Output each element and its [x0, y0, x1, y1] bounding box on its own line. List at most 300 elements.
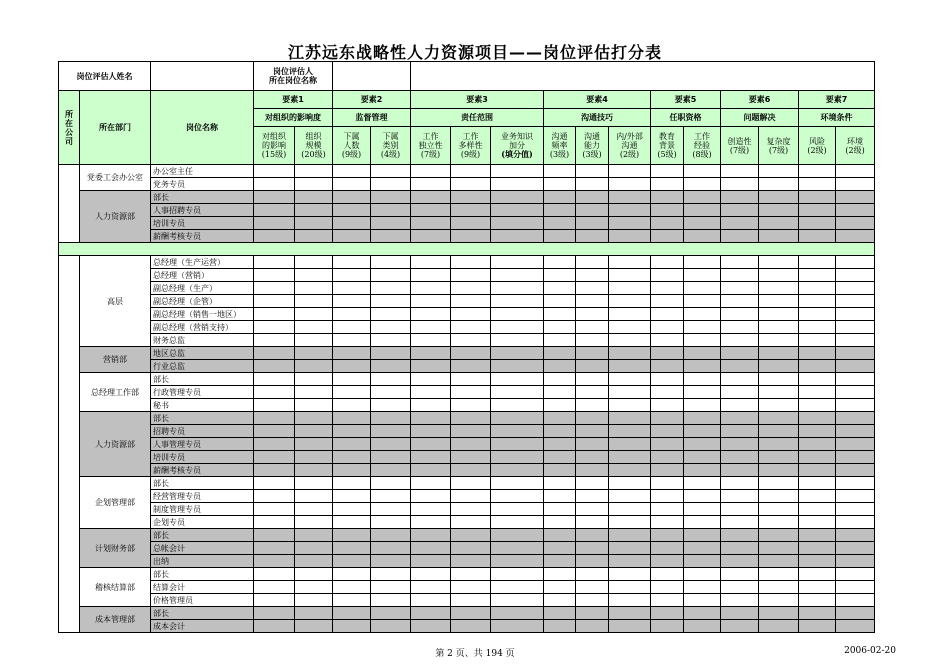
score-cell[interactable] — [333, 438, 371, 451]
score-cell[interactable] — [799, 399, 836, 412]
score-cell[interactable] — [411, 204, 451, 217]
score-cell[interactable] — [544, 178, 576, 191]
score-cell[interactable] — [491, 191, 544, 204]
score-cell[interactable] — [799, 555, 836, 568]
score-cell[interactable] — [759, 477, 799, 490]
score-cell[interactable] — [254, 282, 295, 295]
score-cell[interactable] — [491, 490, 544, 503]
score-cell[interactable] — [651, 269, 684, 282]
score-cell[interactable] — [651, 191, 684, 204]
score-cell[interactable] — [295, 594, 333, 607]
score-cell[interactable] — [799, 477, 836, 490]
score-cell[interactable] — [759, 165, 799, 178]
score-cell[interactable] — [576, 230, 609, 243]
score-cell[interactable] — [609, 542, 651, 555]
score-cell[interactable] — [759, 399, 799, 412]
score-cell[interactable] — [491, 542, 544, 555]
score-cell[interactable] — [759, 451, 799, 464]
score-cell[interactable] — [651, 464, 684, 477]
score-cell[interactable] — [451, 594, 491, 607]
score-cell[interactable] — [491, 594, 544, 607]
score-cell[interactable] — [333, 256, 371, 269]
score-cell[interactable] — [684, 282, 721, 295]
score-cell[interactable] — [544, 399, 576, 412]
score-cell[interactable] — [651, 386, 684, 399]
score-cell[interactable] — [836, 256, 875, 269]
score-cell[interactable] — [799, 451, 836, 464]
score-cell[interactable] — [721, 477, 759, 490]
score-cell[interactable] — [295, 490, 333, 503]
score-cell[interactable] — [333, 230, 371, 243]
evaluator-position-input[interactable] — [333, 62, 411, 91]
score-cell[interactable] — [371, 568, 411, 581]
score-cell[interactable] — [451, 451, 491, 464]
score-cell[interactable] — [684, 191, 721, 204]
score-cell[interactable] — [544, 542, 576, 555]
score-cell[interactable] — [721, 555, 759, 568]
score-cell[interactable] — [836, 555, 875, 568]
score-cell[interactable] — [799, 269, 836, 282]
score-cell[interactable] — [609, 178, 651, 191]
score-cell[interactable] — [651, 282, 684, 295]
score-cell[interactable] — [411, 334, 451, 347]
score-cell[interactable] — [576, 399, 609, 412]
score-cell[interactable] — [333, 360, 371, 373]
score-cell[interactable] — [295, 412, 333, 425]
score-cell[interactable] — [684, 269, 721, 282]
score-cell[interactable] — [576, 217, 609, 230]
score-cell[interactable] — [333, 542, 371, 555]
score-cell[interactable] — [371, 607, 411, 620]
score-cell[interactable] — [451, 165, 491, 178]
score-cell[interactable] — [721, 334, 759, 347]
score-cell[interactable] — [799, 204, 836, 217]
score-cell[interactable] — [254, 438, 295, 451]
score-cell[interactable] — [759, 555, 799, 568]
score-cell[interactable] — [609, 607, 651, 620]
score-cell[interactable] — [836, 425, 875, 438]
score-cell[interactable] — [759, 607, 799, 620]
score-cell[interactable] — [759, 594, 799, 607]
score-cell[interactable] — [333, 347, 371, 360]
score-cell[interactable] — [254, 464, 295, 477]
score-cell[interactable] — [609, 594, 651, 607]
score-cell[interactable] — [836, 178, 875, 191]
score-cell[interactable] — [544, 477, 576, 490]
score-cell[interactable] — [254, 555, 295, 568]
score-cell[interactable] — [759, 568, 799, 581]
score-cell[interactable] — [799, 412, 836, 425]
score-cell[interactable] — [451, 581, 491, 594]
score-cell[interactable] — [721, 412, 759, 425]
score-cell[interactable] — [491, 503, 544, 516]
score-cell[interactable] — [576, 269, 609, 282]
score-cell[interactable] — [371, 581, 411, 594]
score-cell[interactable] — [799, 282, 836, 295]
score-cell[interactable] — [371, 269, 411, 282]
score-cell[interactable] — [721, 295, 759, 308]
score-cell[interactable] — [836, 204, 875, 217]
score-cell[interactable] — [651, 321, 684, 334]
score-cell[interactable] — [295, 464, 333, 477]
score-cell[interactable] — [759, 230, 799, 243]
score-cell[interactable] — [609, 269, 651, 282]
score-cell[interactable] — [295, 308, 333, 321]
score-cell[interactable] — [491, 373, 544, 386]
score-cell[interactable] — [684, 516, 721, 529]
score-cell[interactable] — [544, 295, 576, 308]
score-cell[interactable] — [651, 295, 684, 308]
score-cell[interactable] — [651, 607, 684, 620]
score-cell[interactable] — [799, 438, 836, 451]
score-cell[interactable] — [411, 217, 451, 230]
score-cell[interactable] — [411, 529, 451, 542]
score-cell[interactable] — [254, 178, 295, 191]
score-cell[interactable] — [651, 477, 684, 490]
score-cell[interactable] — [544, 321, 576, 334]
score-cell[interactable] — [684, 165, 721, 178]
score-cell[interactable] — [684, 217, 721, 230]
score-cell[interactable] — [254, 399, 295, 412]
score-cell[interactable] — [576, 594, 609, 607]
score-cell[interactable] — [721, 230, 759, 243]
score-cell[interactable] — [371, 451, 411, 464]
score-cell[interactable] — [544, 269, 576, 282]
score-cell[interactable] — [491, 204, 544, 217]
score-cell[interactable] — [491, 178, 544, 191]
score-cell[interactable] — [411, 503, 451, 516]
score-cell[interactable] — [609, 412, 651, 425]
score-cell[interactable] — [544, 386, 576, 399]
evaluator-name-input[interactable] — [151, 62, 254, 91]
score-cell[interactable] — [684, 373, 721, 386]
score-cell[interactable] — [451, 425, 491, 438]
score-cell[interactable] — [333, 386, 371, 399]
score-cell[interactable] — [759, 503, 799, 516]
score-cell[interactable] — [411, 165, 451, 178]
score-cell[interactable] — [576, 295, 609, 308]
score-cell[interactable] — [836, 217, 875, 230]
score-cell[interactable] — [491, 321, 544, 334]
score-cell[interactable] — [684, 451, 721, 464]
score-cell[interactable] — [836, 438, 875, 451]
score-cell[interactable] — [371, 204, 411, 217]
score-cell[interactable] — [491, 308, 544, 321]
score-cell[interactable] — [799, 321, 836, 334]
score-cell[interactable] — [721, 451, 759, 464]
score-cell[interactable] — [759, 464, 799, 477]
score-cell[interactable] — [491, 620, 544, 633]
score-cell[interactable] — [576, 451, 609, 464]
score-cell[interactable] — [295, 503, 333, 516]
score-cell[interactable] — [411, 178, 451, 191]
score-cell[interactable] — [799, 295, 836, 308]
score-cell[interactable] — [295, 178, 333, 191]
score-cell[interactable] — [411, 295, 451, 308]
score-cell[interactable] — [799, 347, 836, 360]
score-cell[interactable] — [799, 308, 836, 321]
score-cell[interactable] — [411, 230, 451, 243]
score-cell[interactable] — [576, 568, 609, 581]
score-cell[interactable] — [576, 607, 609, 620]
score-cell[interactable] — [721, 542, 759, 555]
score-cell[interactable] — [609, 620, 651, 633]
score-cell[interactable] — [451, 282, 491, 295]
score-cell[interactable] — [651, 490, 684, 503]
score-cell[interactable] — [295, 516, 333, 529]
score-cell[interactable] — [576, 516, 609, 529]
score-cell[interactable] — [491, 386, 544, 399]
score-cell[interactable] — [576, 204, 609, 217]
score-cell[interactable] — [836, 594, 875, 607]
score-cell[interactable] — [371, 386, 411, 399]
score-cell[interactable] — [411, 607, 451, 620]
score-cell[interactable] — [254, 269, 295, 282]
score-cell[interactable] — [759, 490, 799, 503]
score-cell[interactable] — [371, 217, 411, 230]
score-cell[interactable] — [609, 451, 651, 464]
score-cell[interactable] — [451, 516, 491, 529]
score-cell[interactable] — [576, 425, 609, 438]
score-cell[interactable] — [609, 464, 651, 477]
score-cell[interactable] — [544, 490, 576, 503]
score-cell[interactable] — [836, 607, 875, 620]
score-cell[interactable] — [295, 347, 333, 360]
score-cell[interactable] — [759, 373, 799, 386]
score-cell[interactable] — [759, 204, 799, 217]
score-cell[interactable] — [411, 581, 451, 594]
score-cell[interactable] — [371, 464, 411, 477]
score-cell[interactable] — [576, 178, 609, 191]
score-cell[interactable] — [491, 230, 544, 243]
score-cell[interactable] — [333, 490, 371, 503]
score-cell[interactable] — [836, 581, 875, 594]
score-cell[interactable] — [254, 607, 295, 620]
score-cell[interactable] — [836, 295, 875, 308]
score-cell[interactable] — [371, 529, 411, 542]
score-cell[interactable] — [836, 230, 875, 243]
score-cell[interactable] — [576, 165, 609, 178]
score-cell[interactable] — [371, 321, 411, 334]
score-cell[interactable] — [759, 425, 799, 438]
score-cell[interactable] — [371, 334, 411, 347]
score-cell[interactable] — [371, 347, 411, 360]
score-cell[interactable] — [721, 308, 759, 321]
score-cell[interactable] — [799, 516, 836, 529]
score-cell[interactable] — [799, 360, 836, 373]
score-cell[interactable] — [295, 165, 333, 178]
score-cell[interactable] — [451, 308, 491, 321]
score-cell[interactable] — [721, 386, 759, 399]
score-cell[interactable] — [609, 321, 651, 334]
score-cell[interactable] — [576, 373, 609, 386]
score-cell[interactable] — [411, 490, 451, 503]
score-cell[interactable] — [684, 256, 721, 269]
score-cell[interactable] — [254, 204, 295, 217]
score-cell[interactable] — [295, 555, 333, 568]
score-cell[interactable] — [759, 295, 799, 308]
score-cell[interactable] — [651, 178, 684, 191]
score-cell[interactable] — [544, 412, 576, 425]
score-cell[interactable] — [651, 620, 684, 633]
score-cell[interactable] — [333, 555, 371, 568]
score-cell[interactable] — [254, 581, 295, 594]
score-cell[interactable] — [491, 568, 544, 581]
score-cell[interactable] — [451, 178, 491, 191]
score-cell[interactable] — [836, 360, 875, 373]
score-cell[interactable] — [609, 516, 651, 529]
score-cell[interactable] — [411, 386, 451, 399]
score-cell[interactable] — [721, 204, 759, 217]
score-cell[interactable] — [576, 321, 609, 334]
score-cell[interactable] — [491, 295, 544, 308]
score-cell[interactable] — [371, 230, 411, 243]
score-cell[interactable] — [651, 217, 684, 230]
score-cell[interactable] — [684, 295, 721, 308]
score-cell[interactable] — [609, 490, 651, 503]
score-cell[interactable] — [544, 516, 576, 529]
score-cell[interactable] — [254, 542, 295, 555]
score-cell[interactable] — [295, 425, 333, 438]
score-cell[interactable] — [759, 256, 799, 269]
score-cell[interactable] — [759, 347, 799, 360]
score-cell[interactable] — [721, 529, 759, 542]
score-cell[interactable] — [491, 581, 544, 594]
score-cell[interactable] — [295, 529, 333, 542]
score-cell[interactable] — [799, 594, 836, 607]
score-cell[interactable] — [721, 282, 759, 295]
score-cell[interactable] — [371, 425, 411, 438]
score-cell[interactable] — [254, 594, 295, 607]
score-cell[interactable] — [491, 464, 544, 477]
score-cell[interactable] — [371, 178, 411, 191]
score-cell[interactable] — [295, 282, 333, 295]
score-cell[interactable] — [411, 308, 451, 321]
score-cell[interactable] — [651, 373, 684, 386]
score-cell[interactable] — [371, 295, 411, 308]
score-cell[interactable] — [295, 581, 333, 594]
score-cell[interactable] — [411, 425, 451, 438]
score-cell[interactable] — [544, 594, 576, 607]
score-cell[interactable] — [799, 230, 836, 243]
score-cell[interactable] — [759, 620, 799, 633]
score-cell[interactable] — [491, 516, 544, 529]
score-cell[interactable] — [684, 230, 721, 243]
score-cell[interactable] — [544, 503, 576, 516]
score-cell[interactable] — [576, 542, 609, 555]
score-cell[interactable] — [411, 256, 451, 269]
score-cell[interactable] — [544, 204, 576, 217]
score-cell[interactable] — [576, 347, 609, 360]
score-cell[interactable] — [651, 165, 684, 178]
score-cell[interactable] — [721, 360, 759, 373]
score-cell[interactable] — [491, 217, 544, 230]
score-cell[interactable] — [451, 295, 491, 308]
score-cell[interactable] — [684, 334, 721, 347]
score-cell[interactable] — [333, 477, 371, 490]
score-cell[interactable] — [799, 490, 836, 503]
score-cell[interactable] — [576, 490, 609, 503]
score-cell[interactable] — [491, 425, 544, 438]
score-cell[interactable] — [684, 464, 721, 477]
score-cell[interactable] — [651, 594, 684, 607]
score-cell[interactable] — [333, 464, 371, 477]
score-cell[interactable] — [333, 425, 371, 438]
score-cell[interactable] — [576, 191, 609, 204]
score-cell[interactable] — [684, 386, 721, 399]
score-cell[interactable] — [609, 477, 651, 490]
score-cell[interactable] — [371, 373, 411, 386]
score-cell[interactable] — [491, 412, 544, 425]
score-cell[interactable] — [721, 503, 759, 516]
score-cell[interactable] — [295, 477, 333, 490]
score-cell[interactable] — [609, 581, 651, 594]
score-cell[interactable] — [721, 490, 759, 503]
score-cell[interactable] — [254, 321, 295, 334]
score-cell[interactable] — [684, 620, 721, 633]
score-cell[interactable] — [333, 412, 371, 425]
score-cell[interactable] — [451, 321, 491, 334]
score-cell[interactable] — [759, 217, 799, 230]
score-cell[interactable] — [609, 529, 651, 542]
score-cell[interactable] — [451, 204, 491, 217]
score-cell[interactable] — [333, 503, 371, 516]
score-cell[interactable] — [295, 542, 333, 555]
score-cell[interactable] — [609, 347, 651, 360]
score-cell[interactable] — [254, 347, 295, 360]
score-cell[interactable] — [411, 282, 451, 295]
score-cell[interactable] — [451, 542, 491, 555]
score-cell[interactable] — [411, 555, 451, 568]
score-cell[interactable] — [254, 334, 295, 347]
score-cell[interactable] — [491, 334, 544, 347]
score-cell[interactable] — [651, 230, 684, 243]
score-cell[interactable] — [721, 620, 759, 633]
score-cell[interactable] — [684, 204, 721, 217]
score-cell[interactable] — [371, 282, 411, 295]
score-cell[interactable] — [576, 477, 609, 490]
score-cell[interactable] — [544, 347, 576, 360]
score-cell[interactable] — [451, 568, 491, 581]
score-cell[interactable] — [295, 204, 333, 217]
score-cell[interactable] — [759, 438, 799, 451]
score-cell[interactable] — [544, 256, 576, 269]
score-cell[interactable] — [451, 373, 491, 386]
score-cell[interactable] — [759, 412, 799, 425]
score-cell[interactable] — [254, 230, 295, 243]
score-cell[interactable] — [836, 542, 875, 555]
score-cell[interactable] — [684, 321, 721, 334]
score-cell[interactable] — [759, 542, 799, 555]
score-cell[interactable] — [371, 438, 411, 451]
score-cell[interactable] — [333, 607, 371, 620]
score-cell[interactable] — [799, 568, 836, 581]
score-cell[interactable] — [799, 373, 836, 386]
score-cell[interactable] — [721, 516, 759, 529]
score-cell[interactable] — [254, 360, 295, 373]
score-cell[interactable] — [451, 230, 491, 243]
score-cell[interactable] — [295, 334, 333, 347]
score-cell[interactable] — [721, 438, 759, 451]
score-cell[interactable] — [411, 568, 451, 581]
score-cell[interactable] — [609, 204, 651, 217]
score-cell[interactable] — [295, 230, 333, 243]
score-cell[interactable] — [651, 451, 684, 464]
score-cell[interactable] — [721, 178, 759, 191]
score-cell[interactable] — [651, 425, 684, 438]
score-cell[interactable] — [651, 347, 684, 360]
score-cell[interactable] — [411, 412, 451, 425]
